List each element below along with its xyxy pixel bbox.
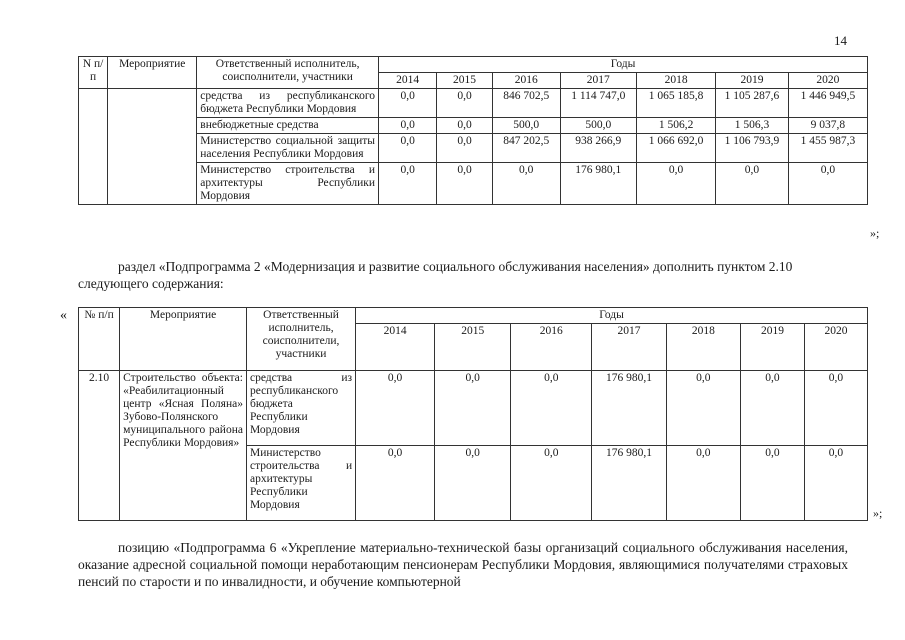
num-cell	[79, 89, 108, 205]
value-cell: 0,0	[492, 163, 560, 205]
table-row	[79, 89, 868, 118]
col-header-years: Годы	[379, 57, 868, 73]
row-label: средства из республиканского бюджета Республики Мордовия	[246, 371, 355, 446]
year-header: 2020	[804, 324, 867, 371]
value-cell: 9 037,8	[788, 118, 867, 134]
value-cell: 1 455 987,3	[788, 134, 867, 163]
year-header: 2018	[636, 73, 715, 89]
table-row	[79, 163, 868, 205]
opening-quote: «	[60, 308, 67, 323]
closing-quote: »;	[870, 226, 880, 240]
value-cell: 0,0	[379, 163, 437, 205]
value-cell: 0,0	[356, 446, 435, 521]
table-row	[79, 134, 868, 163]
value-cell: 1 506,3	[716, 118, 789, 134]
closing-quote: »;	[873, 506, 883, 520]
page-number: 14	[834, 33, 847, 48]
col-header-years: Годы	[356, 308, 868, 324]
row-label: Министерство социальной защиты населения Республики Мордовия	[197, 134, 379, 163]
table-row	[79, 371, 868, 446]
col-header-responsible: Ответственный исполнитель, соисполнители, участники	[197, 57, 379, 89]
value-cell: 1 106 793,9	[716, 134, 789, 163]
budget-table-item-2-10	[78, 307, 868, 521]
year-header: 2017	[560, 73, 636, 89]
value-cell: 938 266,9	[560, 134, 636, 163]
year-header: 2020	[788, 73, 867, 89]
budget-table-continuation	[78, 56, 868, 205]
value-cell: 0,0	[636, 163, 715, 205]
value-cell: 176 980,1	[592, 446, 666, 521]
value-cell: 0,0	[740, 446, 804, 521]
year-header: 2019	[716, 73, 789, 89]
value-cell: 0,0	[666, 446, 740, 521]
value-cell: 500,0	[492, 118, 560, 134]
event-cell	[108, 89, 197, 205]
value-cell: 1 114 747,0	[560, 89, 636, 118]
value-cell: 0,0	[788, 163, 867, 205]
table-row	[79, 118, 868, 134]
value-cell: 0,0	[716, 163, 789, 205]
year-header: 2014	[379, 73, 437, 89]
value-cell: 1 105 287,6	[716, 89, 789, 118]
value-cell: 176 980,1	[560, 163, 636, 205]
value-cell: 0,0	[437, 118, 492, 134]
year-header: 2017	[592, 324, 666, 371]
value-cell: 0,0	[435, 446, 511, 521]
col-header-event: Мероприятие	[120, 308, 247, 371]
value-cell: 1 066 692,0	[636, 134, 715, 163]
value-cell: 0,0	[804, 371, 867, 446]
year-header: 2016	[492, 73, 560, 89]
col-header-num: № п/п	[79, 308, 120, 371]
col-header-responsible: Ответственный исполнитель, соисполнители, участники	[246, 308, 355, 371]
paragraph-amendment: раздел «Подпрограмма 2 «Модернизация и развитие социального обслуживания населения» дополнить пунктом 2.10 следующего содержания:	[78, 259, 793, 291]
year-header: 2016	[511, 324, 592, 371]
value-cell: 0,0	[379, 89, 437, 118]
year-header: 2015	[435, 324, 511, 371]
value-cell: 0,0	[740, 371, 804, 446]
row-label: Министерство строительства и архитектуры Республики Мордовия	[246, 446, 355, 521]
year-header: 2014	[356, 324, 435, 371]
value-cell: 0,0	[511, 446, 592, 521]
year-header: 2019	[740, 324, 804, 371]
year-header: 2018	[666, 324, 740, 371]
col-header-num: N п/п	[79, 57, 108, 89]
row-label: внебюджетные средства	[197, 118, 379, 134]
value-cell: 0,0	[437, 163, 492, 205]
value-cell: 0,0	[511, 371, 592, 446]
row-label: средства из республиканского бюджета Республики Мордовия	[197, 89, 379, 118]
value-cell: 0,0	[666, 371, 740, 446]
value-cell: 0,0	[379, 118, 437, 134]
value-cell: 846 702,5	[492, 89, 560, 118]
value-cell: 0,0	[804, 446, 867, 521]
value-cell: 1 065 185,8	[636, 89, 715, 118]
col-header-event: Мероприятие	[108, 57, 197, 89]
value-cell: 1 506,2	[636, 118, 715, 134]
value-cell: 0,0	[379, 134, 437, 163]
event-cell: Строительство объекта: «Реабилитационный центр «Ясная Поляна» Зубово-Полянского муниципального района Республики Мордовия»	[120, 371, 247, 521]
num-cell: 2.10	[79, 371, 120, 521]
value-cell: 847 202,5	[492, 134, 560, 163]
value-cell: 176 980,1	[592, 371, 666, 446]
year-header: 2015	[437, 73, 492, 89]
value-cell: 1 446 949,5	[788, 89, 867, 118]
row-label: Министерство строительства и архитектуры Республики Мордовия	[197, 163, 379, 205]
value-cell: 0,0	[437, 134, 492, 163]
value-cell: 0,0	[437, 89, 492, 118]
paragraph-position: позицию «Подпрограмма 6 «Укрепление материально-технической базы организаций социального обслуживания населения, оказание адресной социальной помощи неработающим пенсионерам Республики Мордовия, являющимися получателями страховых пенсий по старости и по инвалидности, и обучение компьютерной	[78, 540, 848, 589]
value-cell: 0,0	[356, 371, 435, 446]
value-cell: 0,0	[435, 371, 511, 446]
value-cell: 500,0	[560, 118, 636, 134]
